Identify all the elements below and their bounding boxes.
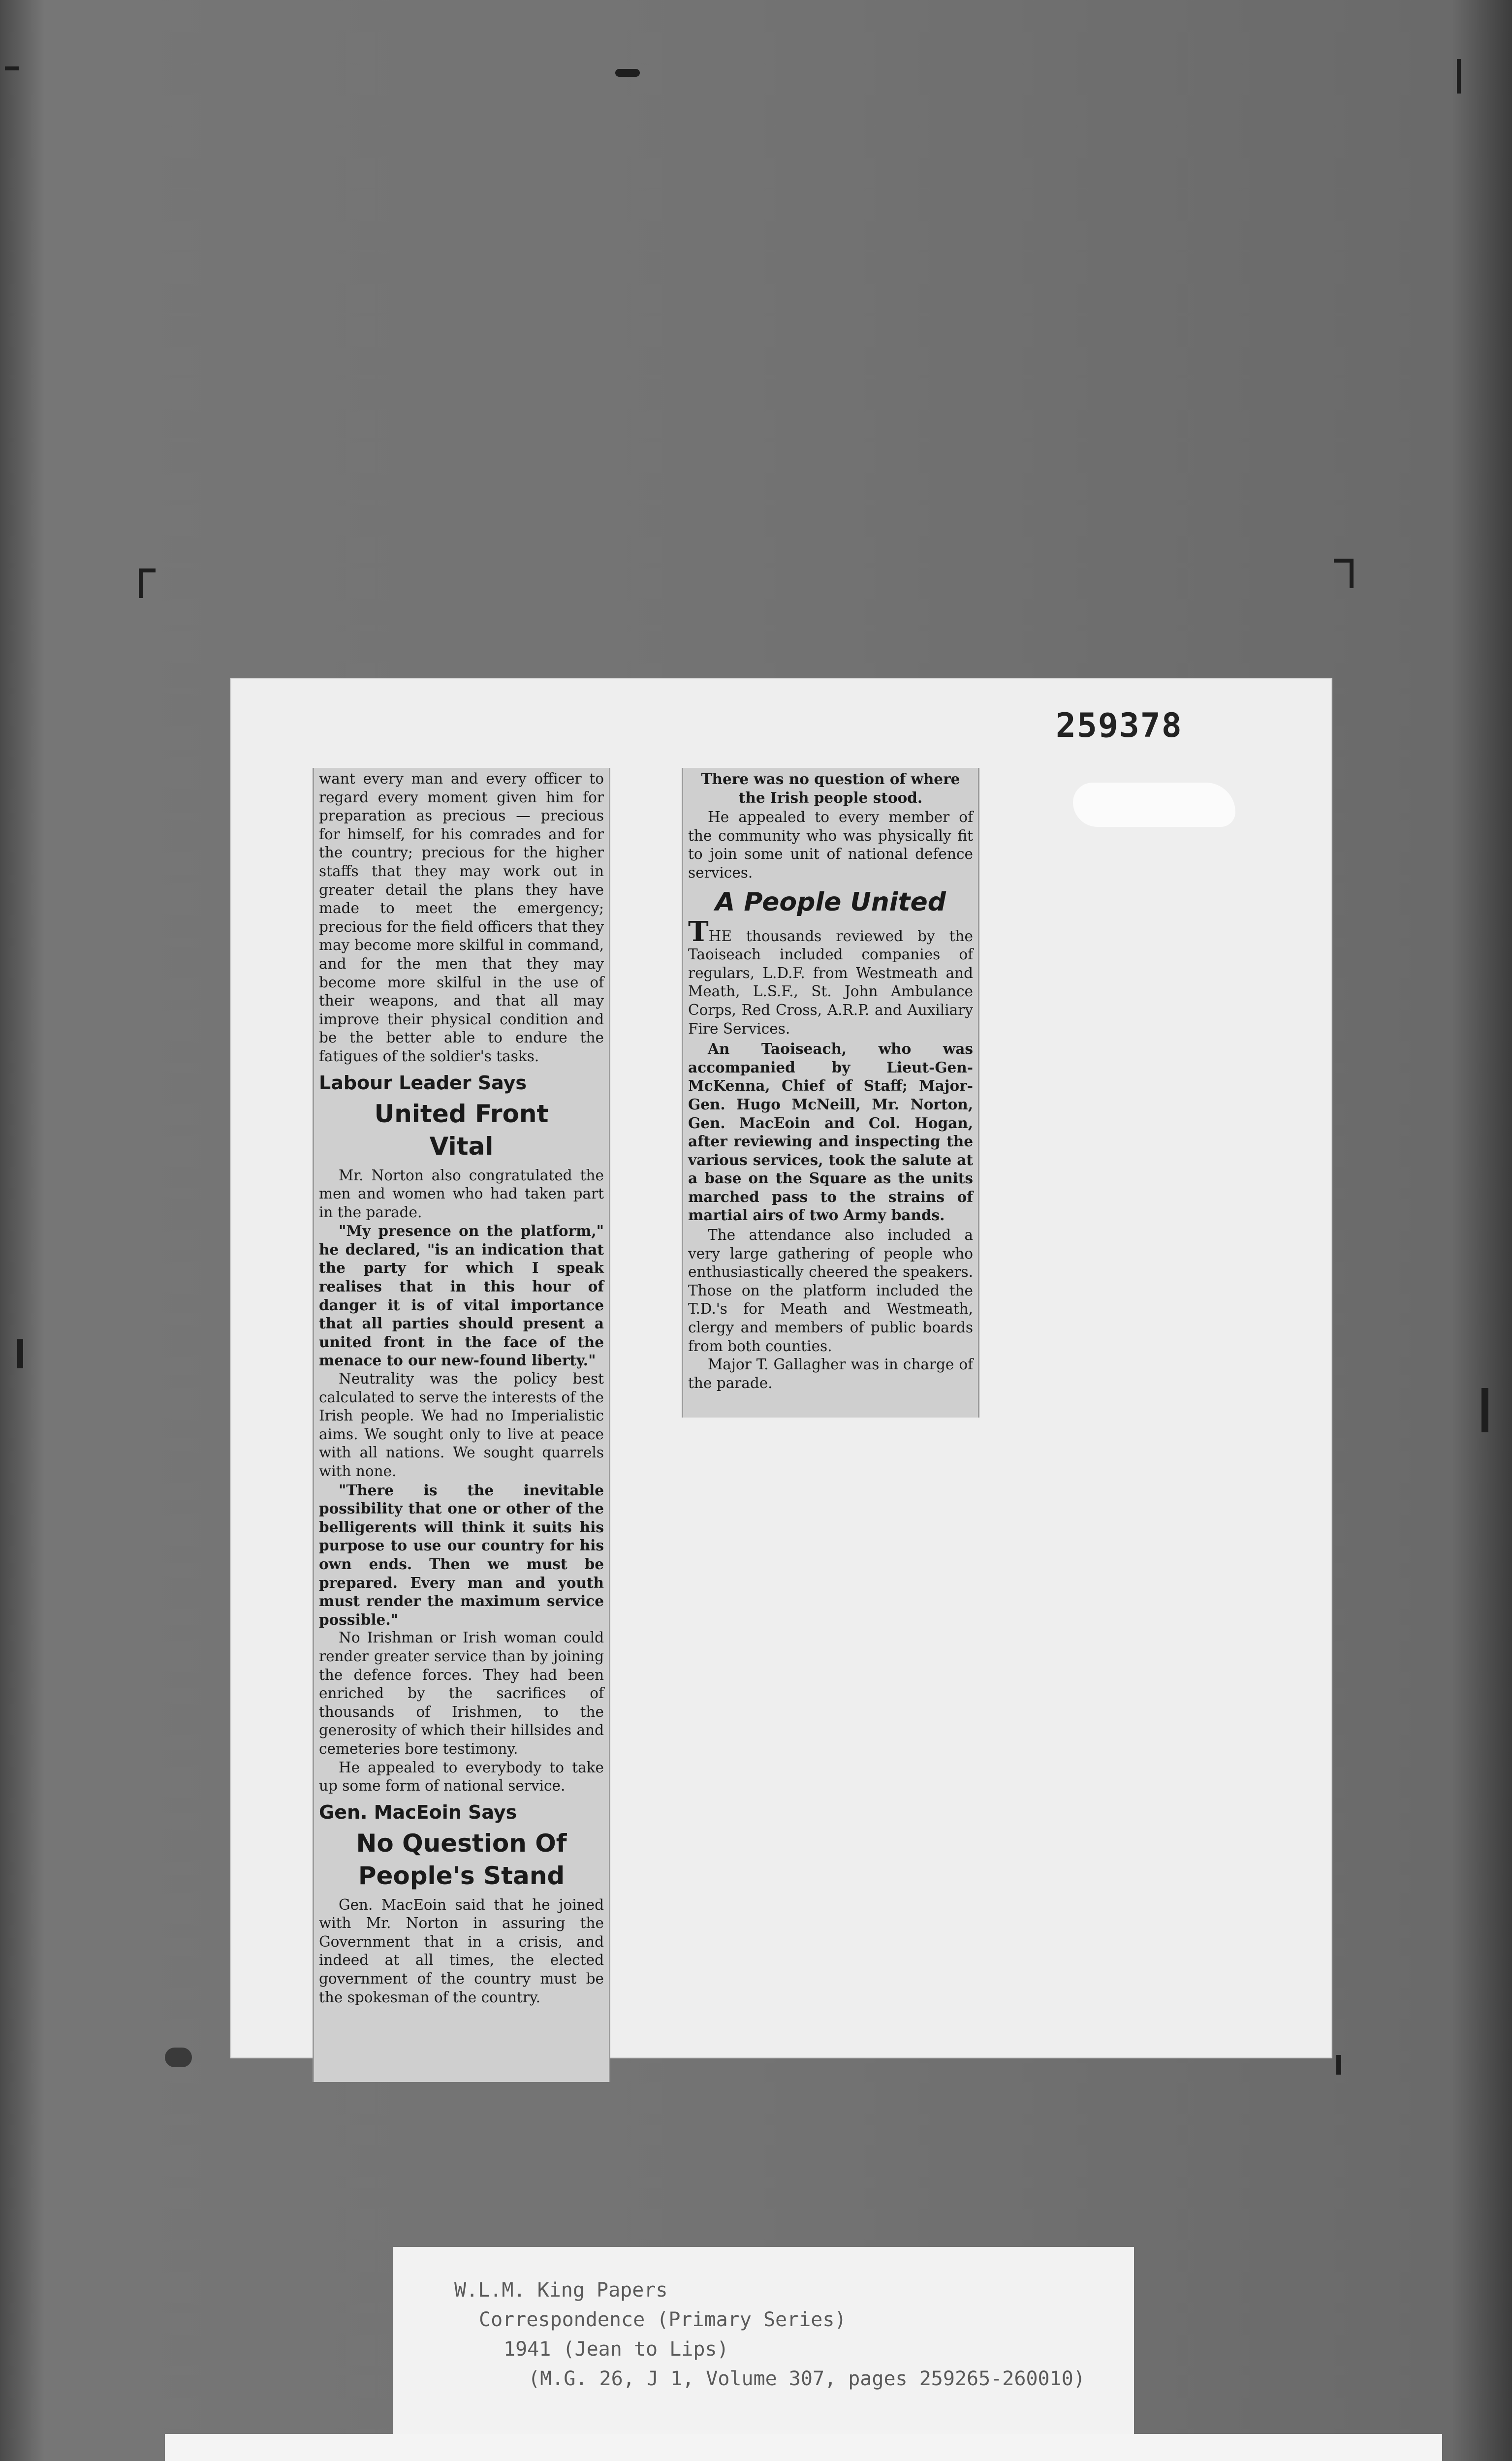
section-headline: United Front (374, 1099, 549, 1128)
label-line: (M.G. 26, J 1, Volume 307, pages 259265-260010) (528, 2367, 1085, 2390)
film-mark (1457, 59, 1461, 94)
film-mark (1350, 559, 1354, 588)
film-mark (17, 1339, 23, 1368)
archive-page (231, 679, 1331, 2057)
article-paragraph: He appealed to every member of the community who was physically fit to join some unit of national defence services. (688, 809, 973, 881)
article-paragraph: No Irishman or Irish woman could render greater service than by joining the defence forces. They had been enriched by the sacrifices of thousands of Irishmen, to the generosity of which their hillsides and cemeteries bore testimony. (319, 1629, 604, 1757)
drop-cap: T (688, 915, 709, 948)
archives-stamp (165, 2434, 1442, 2461)
film-mark (615, 69, 640, 77)
article-paragraph-text: HE thousands reviewed by the Taoiseach included companies of regulars, L.D.F. from Westmeath and Meath, L.S.F., St. John Ambulance Corps, Red Cross, A.R.P. and Auxiliary Fire Services. (688, 927, 973, 1037)
film-mark (5, 66, 19, 70)
collection-label (393, 2247, 1134, 2436)
film-mark (165, 2048, 192, 2067)
photo-glare (1073, 783, 1235, 827)
label-line: W.L.M. King Papers (454, 2279, 668, 2302)
clipping-left-column (313, 768, 610, 2082)
section-headline: No Question Of (356, 1829, 567, 1858)
article-paragraph (688, 915, 973, 1039)
article-paragraph: Mr. Norton also congratulated the men and women who had taken part in the parade. (319, 1167, 604, 1221)
article-paragraph: He appealed to everybody to take up some form of national service. (319, 1759, 604, 1795)
label-line: 1941 (Jean to Lips) (504, 2338, 729, 2361)
article-paragraph: The attendance also included a very large gathering of people who enthusiastically cheered the speakers. Those on the platform included the T.D.'s for Meath and Westmeath, clergy and members of public boards from both counties. (688, 1227, 973, 1355)
article-quote: "There is the inevitable possibility that one or other of the belligerents will think it suits his purpose to use our country for his own ends. Then we must be prepared. Every man and youth must render the maximum service possible." (319, 1481, 604, 1628)
page-number: 259378 (1056, 706, 1183, 745)
section-headline: Vital (429, 1132, 494, 1161)
film-mark (1336, 2055, 1341, 2075)
article-paragraph: Gen. MacEoin said that he joined with Mr. Norton in assuring the Government that in a crisis, and indeed at all times, the elected government of the country must be the spokesman of the country. (319, 1896, 604, 2006)
section-headline: People's Stand (358, 1861, 565, 1890)
label-line: Correspondence (Primary Series) (479, 2308, 847, 2331)
article-lead: There was no question of where the Irish people stood. (701, 770, 960, 806)
film-mark (1481, 1388, 1488, 1432)
clipping-right-column (682, 768, 979, 1418)
article-paragraph: Major T. Gallagher was in charge of the parade. (688, 1356, 973, 1391)
article-paragraph: Neutrality was the policy best calculated to serve the interests of the Irish people. We had no Imperialistic aims. We sought only to live at peace with all nations. We sought quarrels with none. (319, 1370, 604, 1480)
article-paragraph: want every man and every officer to regard every moment given him for preparation as precious — precious for himself, for his comrades and for the country; precious for the higher staffs that they may work out in greater detail the plans they have made to meet the emergency; precious for the field officers that they may become more skilful in command, and for the men that they may become more skilful in the use of their weapons, and that all may improve their physical condition and be the better able to endure the fatigues of the soldier's tasks. (319, 770, 604, 1065)
section-headline: A People United (715, 887, 946, 917)
film-mark (139, 568, 143, 598)
article-quote: "My presence on the platform," he declared, "is an indication that the party for which I speak realises that in this hour of danger it is of vital importance that all parties should present a united front in the face of the menace to our new-found liberty." (319, 1222, 604, 1369)
article-paragraph: An Taoiseach, who was accompanied by Lieut-Gen-McKenna, Chief of Staff; Major-Gen. Hugo McNeill, Mr. Norton, Gen. MacEoin and Col. Hogan, after reviewing and inspecting the various services, took the salute at a base on the Square as the units marched pass to the strains of martial airs of two Army bands. (688, 1040, 973, 1224)
section-subhead: Gen. MacEoin Says (319, 1801, 517, 1823)
section-subhead: Labour Leader Says (319, 1072, 527, 1094)
